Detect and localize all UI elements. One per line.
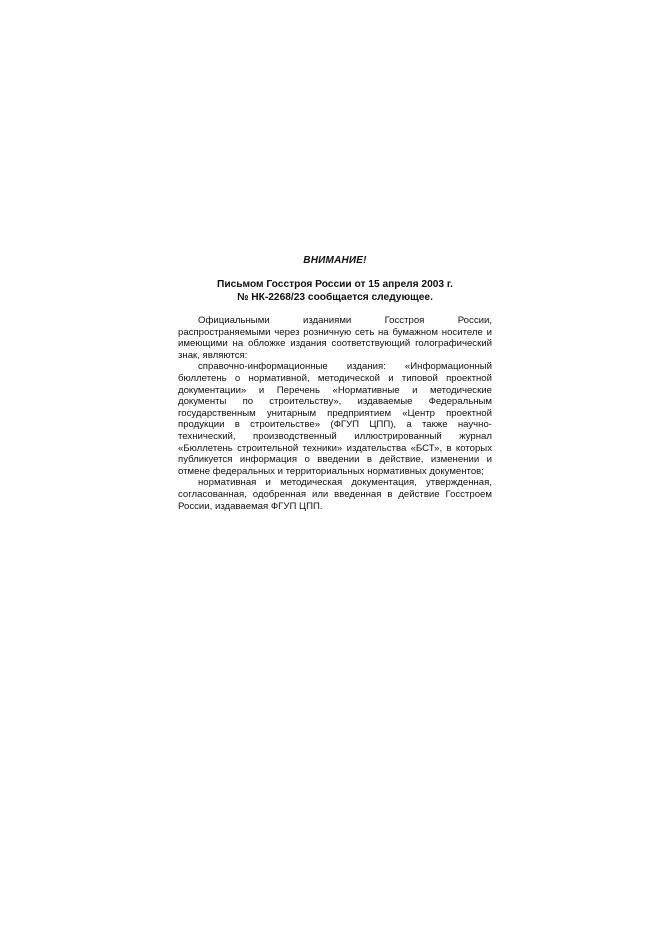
notice-block — [178, 255, 492, 512]
subtitle-line-2: № НК-2268/23 сообщается следующее. — [237, 291, 433, 303]
paragraph-reference-editions: справочно-информационные издания: «Информационный бюллетень о нормативной, методической и типовой проектной документации» и Перечень «Нормативные и методические документы по строительству», издаваемые Федеральным государственным унитарным предприятием «Центр проектной продукции в строительстве» (ФГУП ЦПП), а также научно-технический, производственный иллюстрированный журнал «Бюллетень строительной техники» издательства «БСТ», в которых публикуется информация о введении в действие, изменении и отмене федеральных и территориальных нормативных документов; — [178, 361, 492, 477]
notice-subtitle — [178, 279, 492, 304]
paragraph-normative-docs: нормативная и методическая документация, утвержденная, согласованная, одобренная или введенная в действие Госстроем России, издаваемая ФГУП ЦПП. — [178, 477, 492, 512]
paragraph-intro: Официальными изданиями Госстроя России, распространяемыми через розничную сеть на бумажном носителе и имеющими на обложке издания соответствующий голографический знак, являются: — [178, 315, 492, 361]
notice-title: ВНИМАНИЕ! — [303, 255, 367, 266]
subtitle-line-1: Письмом Госстроя России от 15 апреля 2003 г. — [217, 279, 453, 290]
